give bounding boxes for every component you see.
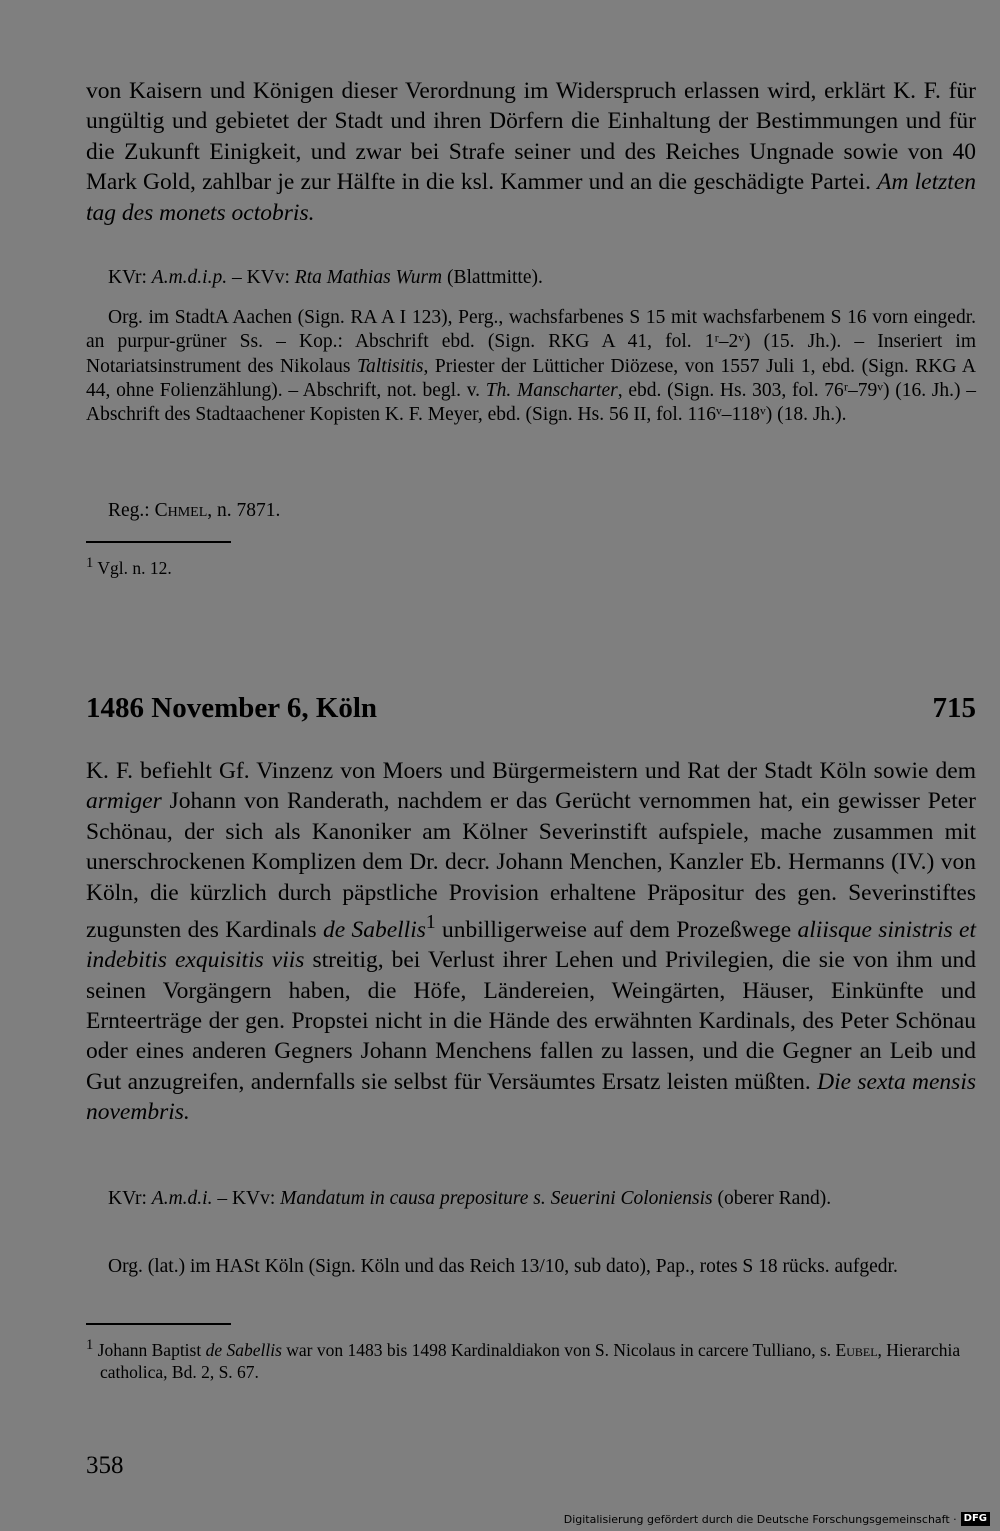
credit-text: Digitalisierung gefördert durch die Deutsche Forschungsgemeinschaft · [563, 1512, 957, 1526]
dfg-logo: DFG [961, 1512, 990, 1526]
digitization-credit [564, 1512, 990, 1526]
entry-footnote: $^1$ Johann Baptist de Sabellis war von 1483 bis 1498 Kardinaldiakon von S. Nicolaus in carcere Tulliano, s. Eubel, Hierarchia catholica, Bd. 2, S. 67. [86, 1337, 961, 1382]
entry-footnote-divider [86, 1323, 231, 1325]
entry-body-paragraph: K. F. befiehlt Gf. Vinzenz von Moers und Bürgermeistern und Rat der Stadt Köln sowie dem armiger Johann von Randerath, nachdem er das Gerücht vernommen hat, ein gewisser Peter Schönau, der sich als Kanoniker am Kölner Severinstift aufspiele, mache zusammen mit unerschrockenen Komplizen dem Dr. decr. Johann Menchen, Kanzler Eb. Hermanns (IV.) von Köln, die kürzlich durch päpstliche Provision erhaltene Präpositur des gen. Severinstiftes zugunsten des Kardinals de Sabellis$^1$ unbilligerweise auf dem Prozeßwege aliisque sinistris et indebitis exquisitis viis streitig, bei Verlust ihrer Lehen und Privilegien, die sie von ihm und seinen Vorgängern haben, die Höfe, Ländereien, Weingärten, Häuser, Einkünfte und Ernteerträge der gen. Propstei nicht in die Hände des erwähnten Kardinals, des Peter Schönau oder eines anderen Gegners Johann Menchens fallen zu lassen, und die Gegner an Leib und Gut anzugreifen, andernfalls sie selbst für Versäumtes Ersatz leisten müßten. Die sexta mensis novembris. [86, 758, 977, 1126]
entry-heading [86, 690, 976, 726]
entry-kv-note: KVr: A.m.d.i. – KVv: Mandatum in causa prepositure s. Seuerini Coloniensis (oberer Rand). [108, 1188, 832, 1209]
footnote: $^1$ Vgl. n. 12. [86, 555, 172, 578]
original-note: Org. im StadtA Aachen (Sign. RA A I 123), Perg., wachsfarbenes S 15 mit wachsfarbenem S 16 vorn eingedr. an purpur-grüner Ss. – Kop.: Abschrift ebd. (Sign. RKG A 41, fol. 1ʳ–2ᵛ) (15. Jh.). – Inseriert im Notariatsinstrument des Nikolaus Taltisitis, Priester der Lütticher Diözese, von 1557 Juli 1, ebd. (Sign. RKG A 44, ohne Folienzählung). – Abschrift, not. begl. v. Th. Manscharter, ebd. (Sign. Hs. 303, fol. 76ʳ–79ᵛ) (16. Jh.) – Abschrift des Stadtaachener Kopisten K. F. Meyer, ebd. (Sign. Hs. 56 II, fol. 116ᵛ–118ᵛ) (18. Jh.). [86, 307, 977, 426]
footnote-divider [86, 541, 231, 543]
regest-note: Reg.: Chmel, n. 7871. [108, 500, 281, 521]
kv-note: KVr: A.m.d.i.p. – KVv: Rta Mathias Wurm (Blattmitte). [108, 267, 543, 288]
entry-number: 715 [932, 692, 976, 724]
continuation-paragraph: von Kaisern und Königen dieser Verordnung im Widerspruch erlassen wird, erklärt K. F. für ungültig und gebietet der Stadt und ihren Dörfern die Einhaltung der Bestimmungen und für die Zukunft Einigkeit, und zwar bei Strafe seiner und des Reiches Ungnade sowie von 40 Mark Gold, zahlbar je zur Hälfte in die ksl. Kammer und an die geschädigte Partei. Am letzten tag des monets octobris. [86, 78, 976, 226]
page-number: 358 [86, 1452, 124, 1479]
entry-original-note: Org. (lat.) im HASt Köln (Sign. Köln und das Reich 13/10, sub dato), Pap., rotes S 18 rücks. aufgedr. [108, 1256, 898, 1277]
entry-date-place: 1486 November 6, Köln [86, 692, 378, 724]
